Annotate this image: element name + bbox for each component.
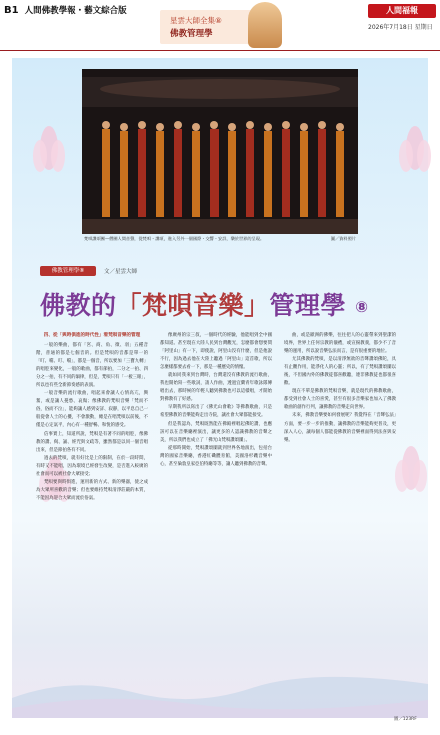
paragraph: 曲，或是歐洲的佛樂，往往把人的心靈帶來到聖潔的境界，世界上任何宗教的儀禮，或宣揚教義，都少不了音樂的運用，所以說音樂弘法而言，是有很重要的地位。 <box>284 333 396 355</box>
performance-photo <box>82 69 358 234</box>
series-subtitle: 佛教管理學 <box>170 29 213 39</box>
paragraph: 信事實上，知道所說，梵唄是有著不同的唱腔，像佛教的讚、偈、誦、經咒與文疏等，雖然都是以同一個音唱出來，但是節拍各有不同。 <box>36 431 148 453</box>
author-byline: 文／星雲大師 <box>104 269 138 275</box>
lotus-decoration-icon <box>26 118 72 188</box>
article-body <box>36 332 408 672</box>
column-2 <box>160 332 272 677</box>
paragraph: 尤其佛教的梵唄，是以清淨無欲的音聲讚頌佛陀，具有止觀作用，能淨化人的心靈；所以，有了梵唄讚頌團以後，不但國內外的佛教徒都喜歡聽，連非佛教徒也都很喜歡。 <box>284 357 396 387</box>
issue-date: 2026年7月18日 星期日 <box>368 24 433 31</box>
series-title: 星雲大師全集⑧ <box>170 16 222 25</box>
image-credit: 圖／123RF <box>394 717 417 722</box>
paragraph: 從那時開始，梵唄讚頌團就到世界各地演出，包括台灣的國家音樂廳，香港紅磡體育館，美國洛杉磯音樂中心，甚至倫敦皇家亞伯特廳等等，讓人聽到佛教的音聲。 <box>160 445 272 467</box>
paragraph: 現在不單是佛教的梵唄音樂，就是現代的佛教歌曲，都受到社會人士的喜愛，甚至有很多音樂家也加入了佛教歌曲的創作行列，讓佛教的音樂走向世界。 <box>284 389 396 411</box>
paragraph: 未來，佛教音樂要如何發展呢？我覺得在「音聲弘法」方面，要一步一步的推動，讓佛教的音樂能夠更普及，更深入人心，讓每個人都能從佛教的音樂裡面得到法喜與安樂。 <box>284 413 396 443</box>
newspaper-logo: 人間福報 <box>368 4 436 18</box>
paragraph: 早期我所以寫出了《佛光山會歌》等佛教歌曲，只是希望佛教的音樂能夠走出寺院，讓社會大眾都能接受。 <box>160 405 272 419</box>
title-quote: 「梵唄音樂」 <box>116 291 270 320</box>
paragraph: 就如同我來到台灣時，台灣還沒有佛教的流行歌曲，我也開始寫一些歌詞，請人作曲，透過宜蘭青年歌詠隊傳唱出去，那時候的年輕人聽到佛教也可以這樣唱，才開始對佛教有了好感。 <box>160 373 272 403</box>
paragraph: 過去的梵唄，就有好比是上的限制，在於一段時間，有時又不能唱，因為環境已經發生改變，是否進入較廣的社會而可以被社會大眾接受； <box>36 455 148 477</box>
column-kicker: 佛教管理學⑧ <box>40 266 96 276</box>
stage-image <box>82 69 358 234</box>
title-number: ⑧ <box>355 298 369 316</box>
paragraph: 像廣州的宗三叔，一個時代的經驗，他能唱到全中國都知道。甚至現在大陸人民到台灣觀光，怎麼都會想要問「阿里山」有一下，即使說，阿里山沒有什麼，但是他說不行，因為過去他在大陸上聽過「阿里山」這首歌，所以怎麼樣都要去看一下，那是一種歷史的情懷。 <box>160 333 272 371</box>
section-name: 人間佛教學報・藝文綜合版 <box>24 6 127 16</box>
page-section-label <box>4 4 127 16</box>
section-subhead: 四、從「與時俱進的時代性」看梵唄音樂的管理 <box>43 333 141 338</box>
title-part-1: 佛教的 <box>40 291 117 320</box>
paragraph: 梵唄要與時俱進，運用新的方式、新的樂器，使之成為大眾所喜歡的音樂；但也要維持梵唄清淨莊嚴的本質，不能因為迎合大眾而流於俗氣。 <box>36 479 148 501</box>
page-code: B1 <box>4 5 19 16</box>
lotus-decoration-icon <box>392 118 438 188</box>
paragraph: 一般的樂曲，都有「宮、商、角、徵、羽」五種音階，普通的都是七個音的。但是梵唄的音都是單一的「叮、噹、叮、噹」，都是一個音，所以要加「三寶九轉」的唱腔來變化，一般的歌曲，都有節拍，二分之一拍、四分之一拍，有不同的韻律，但是，梵唄只有「一板三眼」，所以也有些全新節奏感的表演。 <box>36 343 148 389</box>
master-portrait-image <box>248 2 282 48</box>
article-title <box>40 286 400 322</box>
column-3 <box>284 332 396 677</box>
column-1 <box>36 332 148 677</box>
title-part-2: 管理學 <box>269 291 347 320</box>
paragraph: 但是我認為，梵唄既然能在佛殿裡唱起佛陀讚，也應該可以在音樂廳裡演出，讓更多的人認識佛教的音聲之美，所以我們也成立了「佛光山梵唄讚頌團」。 <box>160 421 272 443</box>
photo-credit: 圖／資料照片 <box>330 236 356 241</box>
paragraph: 一般音樂的流行歌曲，唱起來會讓人心情高亢，興奮，或是讓人憂愁、哀傷；像佛教的梵唄音樂「梵而不俗，俗而不泣」，能夠讓人感到安詳、寂靜，以平息自己一般從會人士的心擾，不會激動，總是在唱梵唄以前後，不僅是心定氣平，內心有一種舒暢、和悅的感受。 <box>36 391 148 429</box>
photo-caption <box>84 236 356 242</box>
caption-text: 梵唄讚頌團—僧團人間音聲，從梵唄・讚頌，進入另外一個國際・交響・安詳，樂於世界的呈現。 <box>84 236 265 241</box>
newspaper-header <box>0 0 440 51</box>
